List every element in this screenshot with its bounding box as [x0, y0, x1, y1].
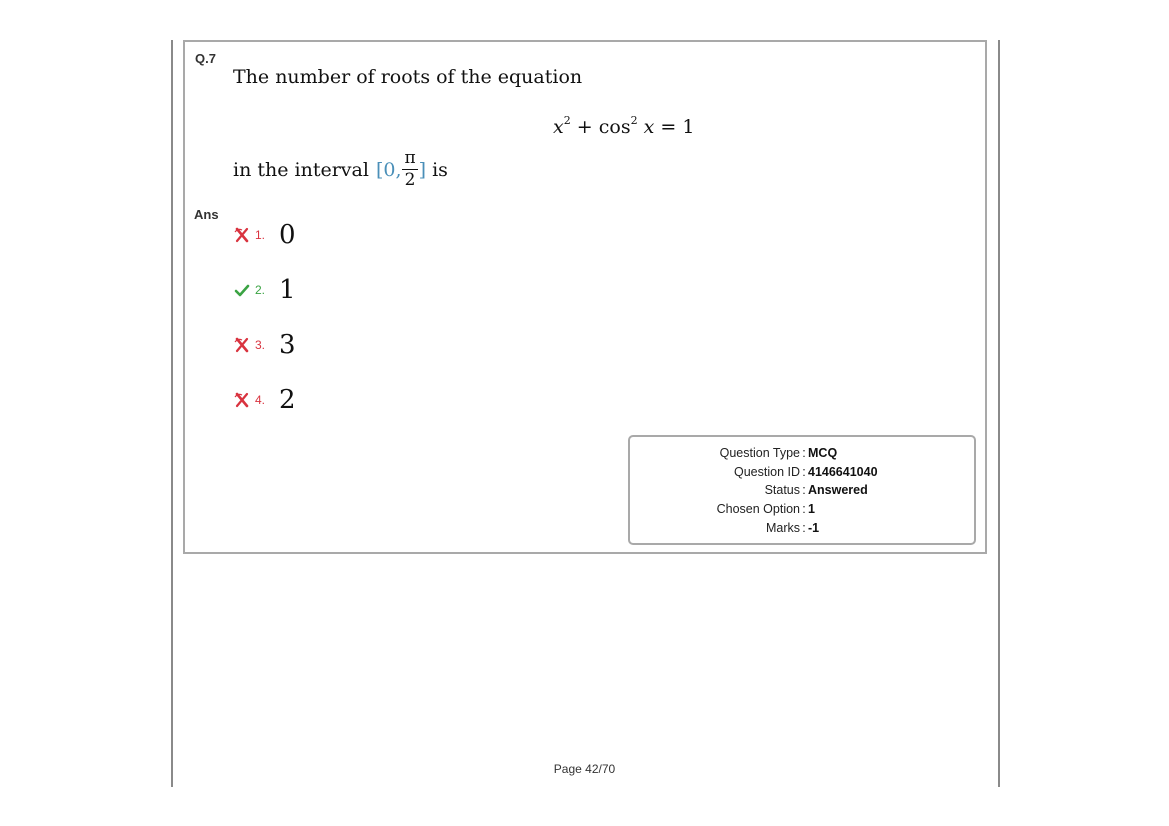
page-right-rule: [998, 40, 1000, 787]
wrong-cross-icon: [233, 336, 251, 354]
eq-equals: =: [660, 116, 677, 138]
fraction-denominator: 2: [404, 170, 416, 190]
option-value: 2: [279, 385, 296, 415]
question-number: Q.7: [195, 51, 216, 66]
eq-x: x: [553, 116, 564, 138]
wrong-cross-icon: [233, 391, 251, 409]
info-separator: :: [802, 465, 806, 479]
info-value: Answered: [808, 483, 868, 497]
info-row-question-id: [630, 465, 974, 483]
eq-x2: x: [643, 116, 655, 138]
option-3: [233, 327, 296, 363]
eq-x-exponent: 2: [563, 114, 571, 127]
correct-check-icon: [233, 281, 251, 299]
info-key: Marks: [765, 521, 800, 535]
info-row-status: [630, 483, 974, 501]
option-value: 1: [279, 275, 296, 305]
info-row-question-type: [630, 446, 974, 464]
info-separator: :: [802, 502, 806, 516]
option-number: 1.: [255, 228, 266, 242]
question-text-line3: [233, 150, 448, 189]
option-number: 2.: [255, 283, 266, 297]
option-2: [233, 272, 296, 308]
question-equation: [553, 114, 694, 138]
eq-plus: +: [576, 116, 593, 138]
interval-prefix: in the interval: [233, 158, 369, 181]
eq-rhs: 1: [682, 116, 695, 138]
question-text-line1: The number of roots of the equation: [233, 66, 583, 88]
option-number: 3.: [255, 338, 266, 352]
page-number: Page 42/70: [553, 762, 616, 776]
info-key: Question Type: [719, 446, 800, 460]
option-number: 4.: [255, 393, 266, 407]
option-value: 0: [279, 220, 296, 250]
eq-cos: cos: [598, 116, 631, 138]
info-separator: :: [802, 483, 806, 497]
option-1: [233, 217, 296, 253]
option-4: [233, 382, 296, 418]
option-value: 3: [279, 330, 296, 360]
info-value: -1: [808, 521, 820, 535]
question-panel: [183, 40, 987, 554]
wrong-cross-icon: [233, 226, 251, 244]
info-row-marks: [630, 521, 974, 539]
info-key: Chosen Option: [716, 502, 800, 516]
interval-open: [0,: [375, 158, 402, 181]
info-key: Question ID: [733, 465, 800, 479]
interval-suffix: is: [432, 158, 448, 181]
info-key: Status: [764, 483, 800, 497]
eq-cos-exponent: 2: [630, 114, 638, 127]
interval-close: ]: [418, 158, 427, 181]
info-value: 4146641040: [808, 465, 878, 479]
page-left-rule: [171, 40, 173, 787]
answer-label: Ans: [194, 207, 219, 222]
info-value: 1: [808, 502, 815, 516]
interval-fraction: [402, 150, 417, 189]
info-separator: :: [802, 446, 806, 460]
info-row-chosen-option: [630, 502, 974, 520]
info-separator: :: [802, 521, 806, 535]
question-info-panel: [628, 435, 976, 545]
info-value: MCQ: [808, 446, 838, 460]
fraction-numerator: π: [404, 148, 416, 168]
